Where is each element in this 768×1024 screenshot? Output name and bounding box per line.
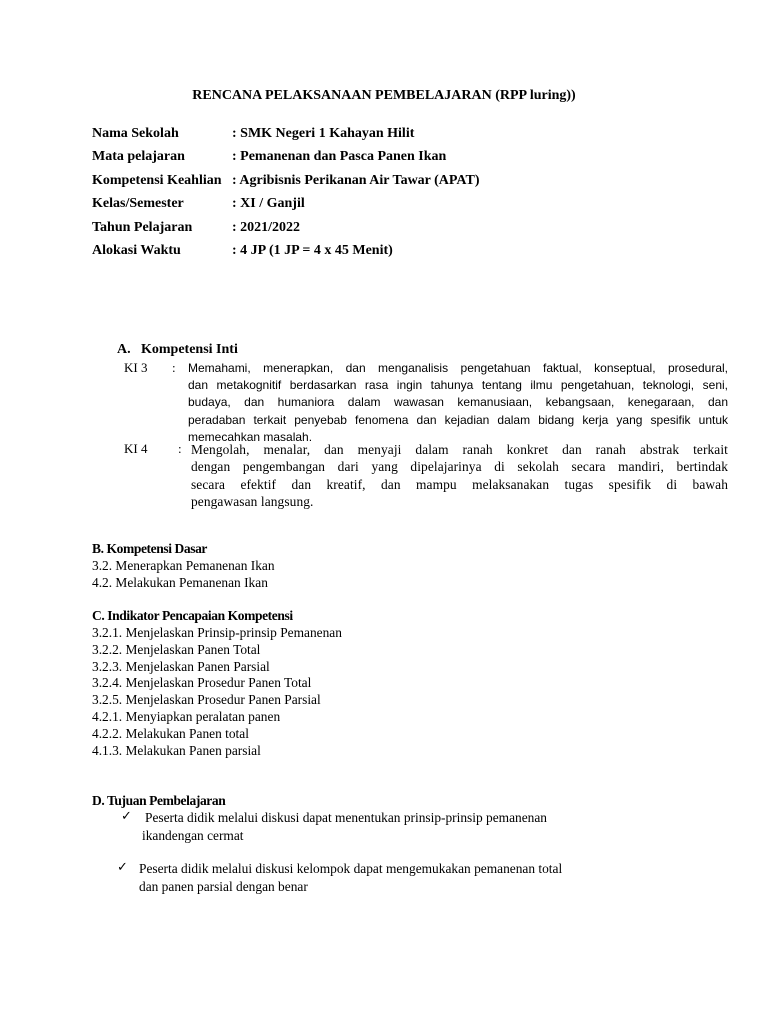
info-label: Mata pelajaran [92, 149, 185, 165]
info-label: Kelas/Semester [92, 196, 184, 212]
list-item: 3.2.5. Menjelaskan Prosedur Panen Parsial [92, 692, 321, 708]
section-b-heading: B. Kompetensi Dasar [92, 541, 208, 556]
list-item: 4.2.1. Menyiapkan peralatan panen [92, 708, 281, 724]
goal-line: Peserta didik melalui diskusi dapat menentukan prinsip-prinsip pemanenan [145, 810, 548, 825]
list-item: 4.2.2. Melakukan Panen total [92, 725, 249, 741]
info-row-class [92, 196, 480, 219]
ki-line: budaya, dan humaniora dalam wawasan kemanusiaan, kebangsaan, kenegaraan, dan [188, 395, 728, 410]
ki-text [191, 441, 728, 510]
list-item: 4.1.3. Melakukan Panen parsial [92, 742, 261, 758]
list-item: 4.2. Melakukan Pemanenan Ikan [92, 574, 268, 590]
ki-colon: : [172, 360, 176, 375]
ki-code: KI 4 [124, 441, 148, 456]
basic-competency-list [92, 558, 275, 592]
info-row-competency [92, 173, 480, 196]
ki-line: dengan pengembangan dari yang dipelajarinya di sekolah secara mandiri, bertindak [191, 459, 728, 475]
info-row-subject [92, 149, 480, 172]
ki-line: dan metakognitif berdasarkan rasa ingin tahunya tentang ilmu pengetahuan, teknologi, seni, [188, 378, 728, 393]
list-item: 3.2.2. Menjelaskan Panen Total [92, 641, 261, 657]
ki-code: KI 3 [124, 360, 148, 375]
ki-line: pengawasan langsung. [191, 493, 314, 509]
ki-line: memecahkan masalah. [188, 429, 313, 444]
section-title: Kompetensi Inti [141, 342, 238, 357]
document-title: RENCANA PELAKSANAAN PEMBELAJARAN (RPP luring)) [192, 88, 576, 103]
info-value: : XI / Ganjil [232, 196, 305, 212]
goal-line: ikandengan cermat [142, 827, 244, 843]
ki-line: Memahami, menerapkan, dan menganalisis pengetahuan faktual, konseptual, prosedural, [188, 361, 728, 375]
goal-line: Peserta didik melalui diskusi kelompok dapat mengemukakan pemanenan total [139, 861, 563, 876]
section-d-heading: D. Tujuan Pembelajaran [92, 793, 226, 808]
info-value: : SMK Negeri 1 Kahayan Hilit [232, 126, 415, 141]
info-row-time [92, 243, 480, 266]
info-value: : 4 JP (1 JP = 4 x 45 Menit) [232, 242, 393, 258]
section-number: A. [117, 342, 131, 357]
info-row-school [92, 126, 480, 149]
checkmark-icon: ✓ [121, 809, 132, 824]
goal-line: dan panen parsial dengan benar [139, 878, 308, 894]
ki-colon: : [178, 441, 182, 456]
ki-line: secara efektif dan kreatif, dan mampu melaksanakan tugas spesifik di bawah [191, 476, 728, 492]
info-label: Tahun Pelajaran [92, 219, 193, 235]
indicator-list [92, 625, 342, 759]
ki-line: Mengolah, menalar, dan menyaji dalam ranah konkret dan ranah abstrak terkait [191, 442, 728, 457]
list-item: 3.2.3. Menjelaskan Panen Parsial [92, 658, 270, 674]
section-a-heading [117, 342, 238, 358]
checkmark-icon: ✓ [117, 860, 128, 875]
info-row-year [92, 220, 480, 243]
info-label: Alokasi Waktu [92, 242, 181, 258]
ki-text [188, 360, 728, 446]
info-value: : Pemanenan dan Pasca Panen Ikan [232, 149, 447, 165]
identity-table [92, 126, 480, 266]
section-c-heading: C. Indikator Pencapaian Kompetensi [92, 608, 293, 623]
list-item: 3.2.1. Menjelaskan Prinsip-prinsip Pemanenan [92, 625, 342, 640]
list-item: 3.2.4. Menjelaskan Prosedur Panen Total [92, 675, 312, 691]
info-value: : Agribisnis Perikanan Air Tawar (APAT) [232, 172, 480, 188]
list-item: 3.2. Menerapkan Pemanenan Ikan [92, 558, 275, 573]
info-value: : 2021/2022 [232, 219, 301, 235]
ki-line: peradaban terkait penyebab fenomena dan kejadian dalam bidang kerja yang spesifik untuk [188, 412, 728, 427]
info-label: Nama Sekolah [92, 126, 179, 141]
info-label: Kompetensi Keahlian [92, 172, 222, 188]
